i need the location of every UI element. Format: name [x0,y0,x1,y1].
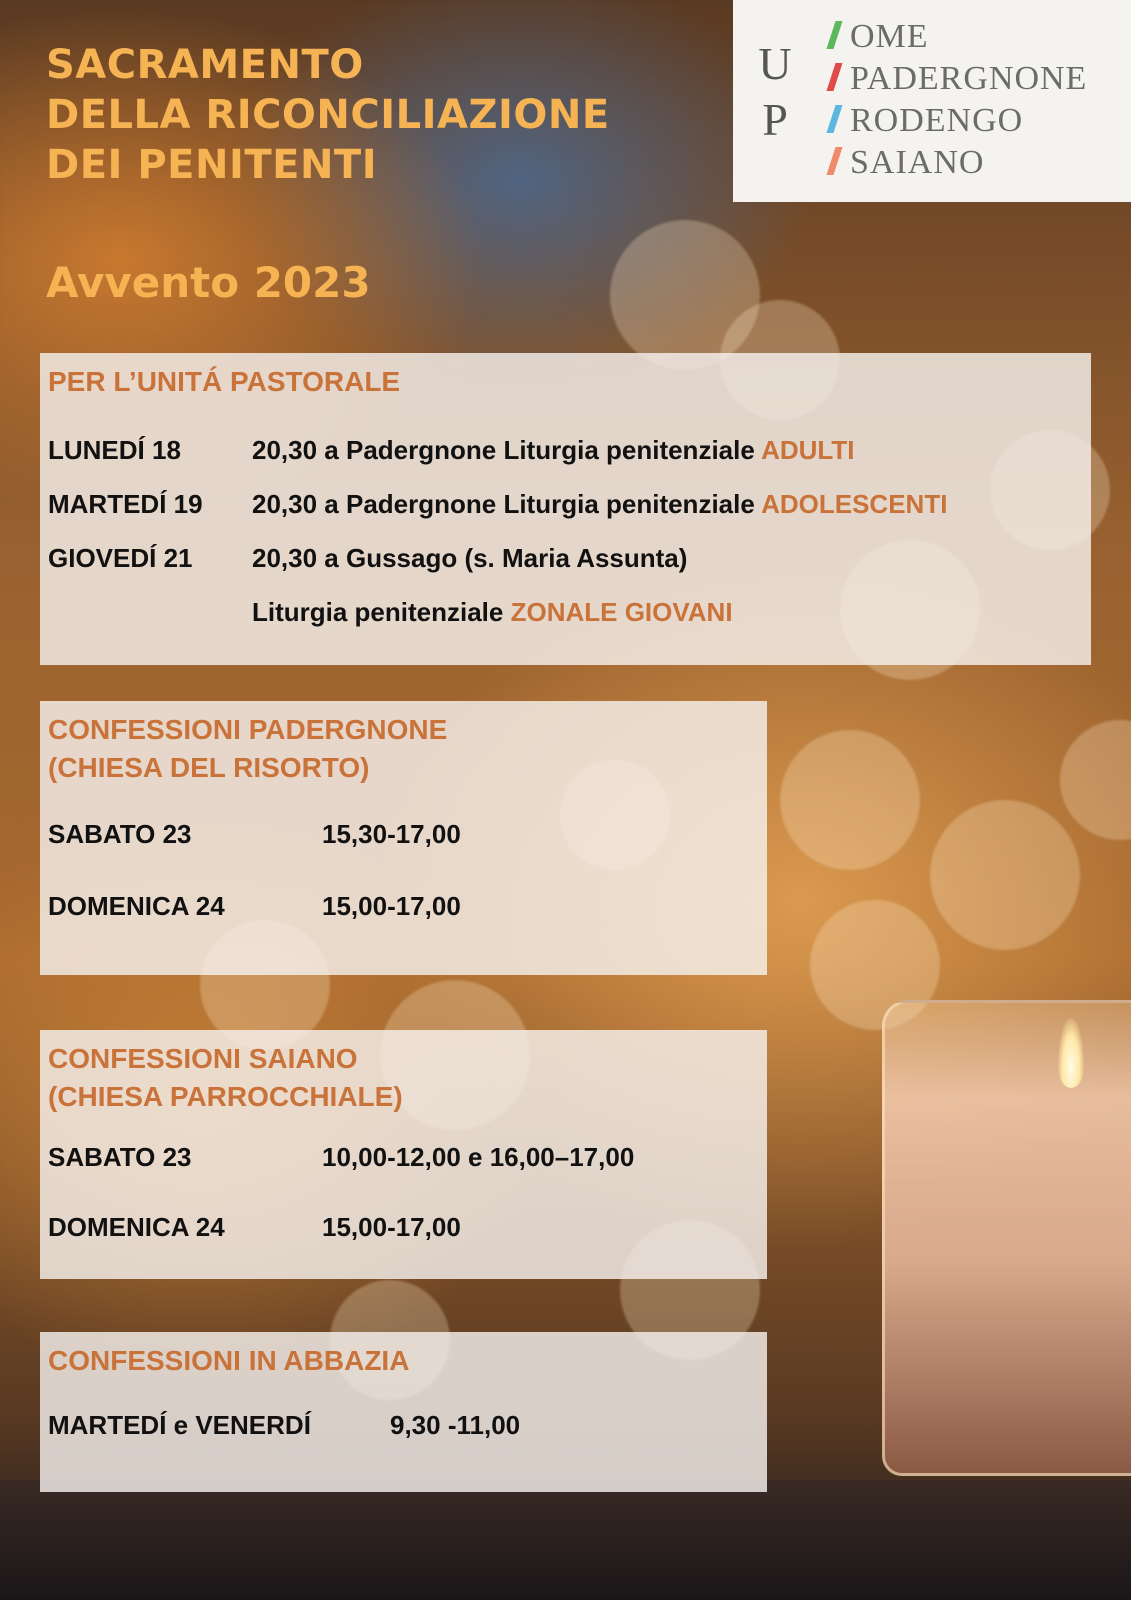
panel-heading: PER L’UNITÁ PASTORALE [48,366,401,397]
row-day: MARTEDÍ e VENERDÍ [48,1410,311,1440]
row-text: 20,30 a Padergnone Liturgia penitenziale ADOLESCENTI [252,489,948,519]
logo-monogram: U P [758,38,792,145]
logo-parish: OME [831,18,929,58]
row-day: SABATO 23 [48,819,192,849]
row-time: 15,00-17,00 [322,891,461,921]
row-day: LUNEDÍ 18 [48,435,181,465]
title-line: DEI PENITENTI [46,142,378,188]
bokeh-light [780,730,920,870]
panel-heading: CONFESSIONI SAIANO (CHIESA PARROCCHIALE) [48,1043,403,1112]
blue-bar-icon [826,105,842,133]
row-time: 9,30 -11,00 [390,1410,521,1440]
row-day: MARTEDÍ 19 [48,489,203,519]
row-day: SABATO 23 [48,1142,192,1172]
red-bar-icon [826,63,842,91]
row-highlight: ZONALE GIOVANI [510,597,733,627]
green-bar-icon [826,21,842,49]
bokeh-light [930,800,1080,950]
row-time: 15,00-17,00 [322,1212,461,1242]
row-highlight: ADULTI [761,435,855,465]
row-day: DOMENICA 24 [48,891,225,921]
padergnone-panel [40,701,767,975]
table-surface [0,1480,1131,1600]
row-highlight: ADOLESCENTI [761,489,948,519]
panel-heading: CONFESSIONI IN ABBAZIA [48,1345,410,1376]
row-text: Liturgia penitenziale ZONALE GIOVANI [252,597,733,627]
saiano-panel [40,1030,767,1279]
up-logo [733,0,1131,202]
row-time: 10,00-12,00 e 16,00–17,00 [322,1142,635,1172]
row-text: 20,30 a Gussago (s. Maria Assunta) [252,543,688,573]
candle-image [882,1000,1131,1476]
abbazia-panel [40,1332,767,1492]
unita-pastorale-panel [40,353,1091,665]
bokeh-light [1060,720,1131,840]
logo-parish: RODENGO [831,102,1023,142]
row-day: DOMENICA 24 [48,1212,225,1242]
title-line: DELLA RICONCILIAZIONE [46,92,610,138]
panel-heading: CONFESSIONI PADERGNONE (CHIESA DEL RISORTO) [48,714,448,783]
page-title [46,40,610,190]
title-line: SACRAMENTO [46,42,364,88]
salmon-bar-icon [826,147,842,175]
row-day: GIOVEDÍ 21 [48,543,193,573]
logo-parish: PADERGNONE [831,60,1087,100]
logo-parish: SAIANO [831,144,984,184]
row-text: 20,30 a Padergnone Liturgia penitenziale ADULTI [252,435,855,465]
page-subtitle: Avvento 2023 [46,258,371,307]
row-time: 15,30-17,00 [322,819,461,849]
